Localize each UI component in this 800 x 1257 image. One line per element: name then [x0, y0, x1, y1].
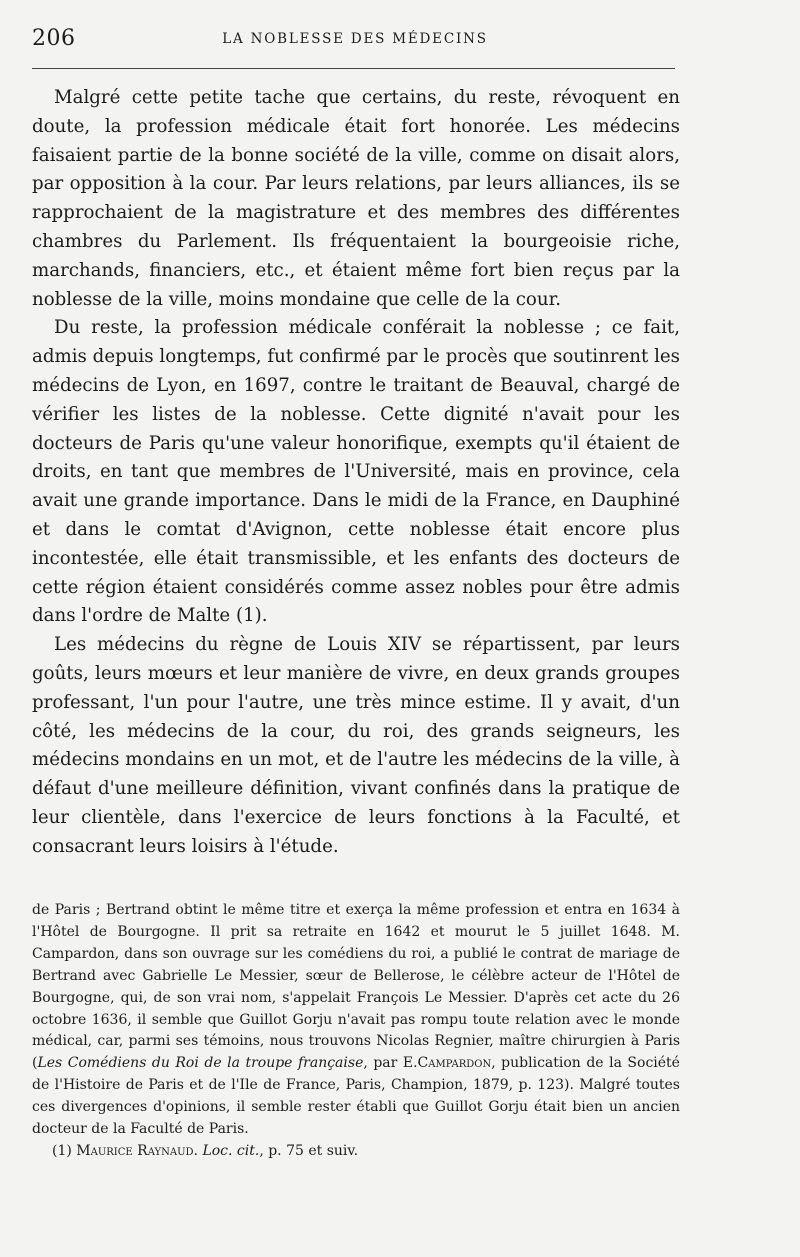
- paragraph-1: Malgré cette petite tache que certains, du reste, révoquent en doute, la profession médicale était fort honorée. Les médecins faisaient partie de la bonne société de la ville, comme on disait alors, par opposition à la cour. Par leurs relations, par leurs alliances, ils se rapprochaient de la magistrature et des membres des différentes chambres du Parlement. Ils fréquentaient la bourgeoisie riche, marchands, financiers, etc., et étaient même fort bien reçus par la noblesse de la ville, moins mondaine que celle de la cour.: [32, 87, 680, 310]
- footnote-1-author: Maurice Raynaud: [76, 1142, 194, 1159]
- footnotes: [32, 900, 680, 1163]
- paragraph-2: Du reste, la profession médicale conférait la noblesse ; ce fait, admis depuis longtemps, fut confirmé par le procès que soutinrent les médecins de Lyon, en 1697, contre le traitant de Beauval, chargé de vérifier les listes de la noblesse. Cette dignité n'avait pour les docteurs de Paris qu'une valeur honorifique, exempts qu'il étaient de droits, en tant que membres de l'Université, mais en province, cela avait une grande importance. Dans le midi de la France, en Dauphiné et dans le comtat d'Avignon, cette noblesse était encore plus incontestée, elle était transmissible, et les enfants des docteurs de cette région étaient considérés comme assez nobles pour être admis dans l'ordre de Malte (1).: [32, 317, 680, 627]
- footnote-continued-text: de Paris ; Bertrand obtint le même titre et exerça la même profession et entra en 1634 à l'Hôtel de Bourgogne. Il prit sa retraite en 1642 et mourut le 5 juillet 1648. M. Campardon, dans son ouvrage sur les comédiens du roi, a publié le contrat de mariage de Bertrand avec Gabrielle Le Messier, sœur de Bellerose, le célèbre acteur de l'Hôtel de Bourgogne, qui, de son vrai nom, s'appelait François Le Messier. D'après cet acte du 26 octobre 1636, il semble que Guillot Gorju n'avait pas rompu toute relation avec le monde médical, car, parmi ses témoins, nous trouvons Nicolas Regnier, maître chirurgien à Paris (: [32, 902, 680, 1072]
- footnote-1-separator: .: [193, 1142, 203, 1159]
- running-title: LA NOBLESSE DES MÉDECINS: [222, 31, 488, 47]
- header-rule: [32, 68, 675, 69]
- footnote-continued: [32, 900, 680, 1141]
- footnote-citation-by: , par E.: [363, 1055, 418, 1072]
- footnote-1-loc-cit: Loc. cit.: [202, 1142, 260, 1159]
- page-header: [30, 26, 680, 56]
- main-text: [32, 84, 680, 862]
- footnote-1: [32, 1141, 680, 1163]
- footnote-1-rest: , p. 75 et suiv.: [259, 1142, 359, 1159]
- footnote-1-marker: (1): [52, 1142, 77, 1159]
- footnote-continued-end: , publication de la Société de l'Histoire de Paris et de l'Ile de France, Paris, Champion, 1879, p. 123). Malgré toutes ces divergences d'opinions, il semble rester établi que Guillot Gorju était bien un ancien docteur de la Faculté de Paris.: [32, 1055, 680, 1138]
- page-number: 206: [32, 26, 76, 51]
- paragraph-3: Les médecins du règne de Louis XIV se répartissent, par leurs goûts, leurs mœurs et leur manière de vivre, en deux grands groupes professant, l'un pour l'autre, une très mince estime. Il y avait, d'un côté, les médecins de la cour, du roi, des grands seigneurs, les médecins mondains en un mot, et de l'autre les médecins de la ville, à défaut d'une meilleure définition, vivant confinés dans la pratique de leur clientèle, dans l'exercice de leurs fonctions à la Faculté, et consacrant leurs loisirs à l'étude.: [32, 634, 680, 857]
- footnote-citation-author: Campardon: [417, 1055, 492, 1072]
- footnote-citation-title: Les Comédiens du Roi de la troupe française: [37, 1055, 364, 1072]
